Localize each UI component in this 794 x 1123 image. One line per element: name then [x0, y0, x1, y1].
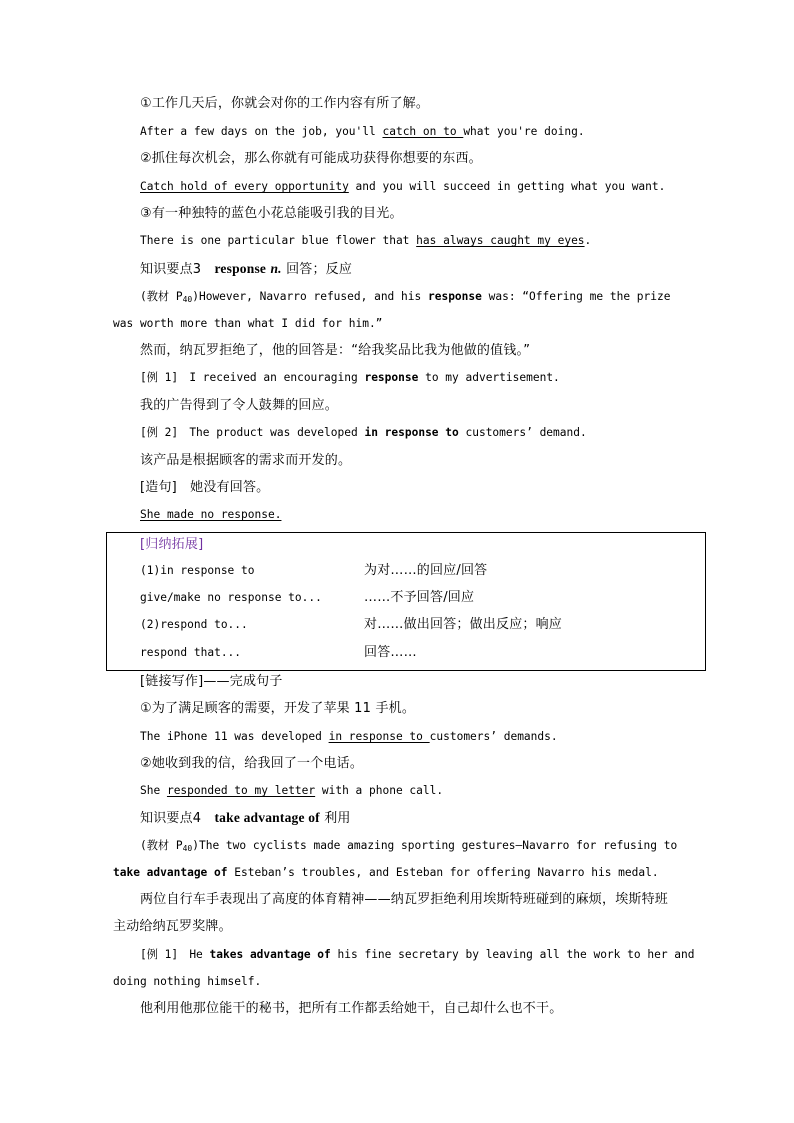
summary-row-4-zh: 回答……: [364, 645, 417, 660]
textbook-quote-2-cont: [113, 864, 659, 882]
answer-underline: Catch hold of every opportunity: [140, 180, 349, 193]
summary-box-title: [归纳拓展]: [140, 537, 204, 552]
answer-underline: in response to: [328, 730, 430, 743]
text: Esteban’s troubles, and Esteban for offering Navarro his medal.: [227, 866, 659, 879]
text: [例 1] I received an encouraging: [140, 371, 365, 384]
text: 知识要点3: [140, 262, 215, 277]
text: )However, Navarro refused, and his: [192, 290, 428, 303]
writing-en-2: [140, 782, 443, 800]
example-1-zh: 我的广告得到了令人鼓舞的回应。: [140, 398, 339, 413]
text: customers’ demand.: [458, 426, 587, 439]
summary-row-1-zh: 为对……的回应/回答: [364, 563, 488, 578]
keyword: take advantage of: [113, 866, 228, 879]
text: [例 1] He: [140, 948, 210, 961]
example-3-zh: 他利用他那位能干的秘书，把所有工作都丢给她干，自己却什么也不干。: [140, 1001, 563, 1016]
text: to my advertisement.: [418, 371, 560, 384]
summary-row-3-zh: 对……做出回答；做出反应；响应: [364, 617, 563, 632]
text: )The two cyclists made amazing sporting gestures—Navarro for refusing to: [192, 839, 678, 852]
section-heading-3: [140, 260, 352, 279]
textbook-quote-1: [140, 288, 670, 309]
text: [例 2] The product was developed: [140, 426, 365, 439]
summary-row-3-en: (2)respond to...: [140, 618, 248, 631]
page-subscript: 40: [182, 844, 193, 853]
keyword: response: [214, 261, 267, 276]
summary-row-2-zh: ……不予回答/回应: [364, 590, 475, 605]
example-3-en-cont: doing nothing himself.: [113, 975, 262, 988]
text: with a phone call.: [315, 784, 444, 797]
text: customers’ demands.: [429, 730, 558, 743]
text: After a few days on the job, you'll: [140, 125, 383, 138]
example-en-3: [140, 232, 591, 250]
text: what you're doing.: [463, 125, 585, 138]
example-1-en: [140, 369, 560, 387]
text: (教材 P: [140, 839, 183, 852]
text: 回答；反应: [281, 262, 353, 277]
keyword: response: [364, 371, 419, 384]
example-en-2: [140, 178, 665, 196]
text: (教材 P: [140, 290, 183, 303]
text: The iPhone 11 was developed: [140, 730, 329, 743]
textbook-quote-2: [140, 837, 677, 858]
example-2-en: [140, 424, 587, 442]
writing-link-heading: [链接写作]——完成句子: [140, 674, 283, 689]
example-2-zh: 该产品是根据顾客的需求而开发的。: [140, 453, 352, 468]
answer-underline: responded to my letter: [166, 784, 316, 797]
keyword: takes advantage of: [209, 948, 331, 961]
writing-zh-1: ①为了满足顾客的需要，开发了苹果 11 手机。: [140, 701, 416, 716]
section-heading-4: [140, 809, 351, 828]
answer-underline: has always caught my eyes: [416, 234, 585, 247]
writing-zh-2: ②她收到我的信，给我回了一个电话。: [140, 756, 364, 771]
answer-underline: catch on to: [382, 125, 464, 138]
example-zh-3: ③有一种独特的蓝色小花总能吸引我的目光。: [140, 206, 403, 221]
text: 利用: [319, 811, 351, 826]
text: She: [140, 784, 167, 797]
keyword: in response to: [364, 426, 459, 439]
textbook-quote-zh: 然而，纳瓦罗拒绝了，他的回答是：“给我奖品比我为他做的值钱。”: [140, 343, 531, 358]
text: There is one particular blue flower that: [140, 234, 417, 247]
example-zh-1: ①工作几天后，你就会对你的工作内容有所了解。: [140, 96, 430, 111]
example-zh-2: ②抓住每次机会，那么你就有可能成功获得你想要的东西。: [140, 151, 482, 166]
example-3-en: [140, 946, 695, 964]
text: was: “Offering me the prize: [481, 290, 671, 303]
text: and you will succeed in getting what you want.: [348, 180, 666, 193]
summary-row-4-en: respond that...: [140, 646, 242, 659]
sentence-making-answer: She made no response.: [140, 508, 282, 521]
text: .: [584, 234, 592, 247]
text: his fine secretary by leaving all the work to her and: [330, 948, 695, 961]
keyword: response: [427, 290, 482, 303]
keyword: take advantage of: [214, 810, 320, 825]
part-of-speech: n.: [270, 261, 282, 276]
text: 知识要点4: [140, 811, 215, 826]
page-subscript: 40: [182, 295, 193, 304]
summary-row-2-en: give/make no response to...: [140, 591, 322, 604]
sentence-making-prompt: [造句] 她没有回答。: [140, 480, 270, 495]
writing-en-1: [140, 728, 558, 746]
textbook-quote-1-cont: was worth more than what I did for him.”: [113, 317, 383, 330]
textbook-quote-2-zh: 两位自行车手表现出了高度的体育精神——纳瓦罗拒绝利用埃斯特班碰到的麻烦，埃斯特班: [140, 892, 669, 907]
example-en-1: [140, 123, 585, 141]
textbook-quote-2-zh-cont: 主动给纳瓦罗奖牌。: [113, 919, 232, 934]
summary-row-1-en: (1)in response to: [140, 564, 255, 577]
